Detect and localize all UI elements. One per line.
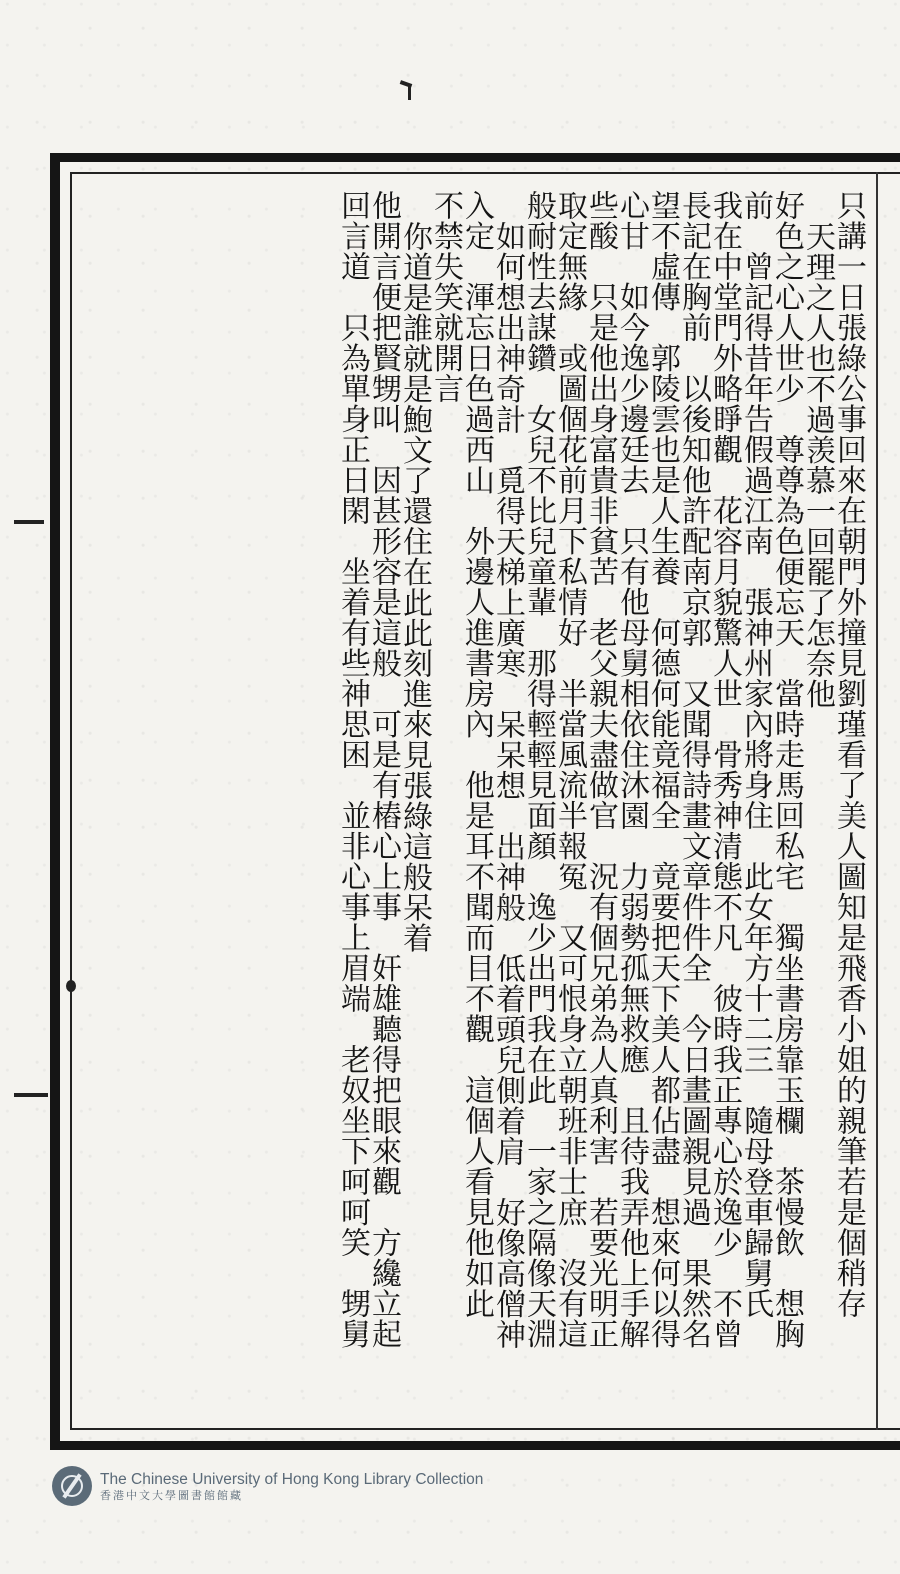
text-line: 只講一日張綠公事回來在朝門外撞見劉瑾看了美人圖知是飛香小姐的親筆若是個稍存 [831,190,866,1319]
text-line: 好色之心人世少 尊尊為色便忘天 當時走馬回私宅 獨坐書房靠玉欄 茶慢飲 想胸 [769,190,804,1349]
text-line: 回言道 只為單身正日閑 坐着有些神思困 並非心事上眉端 老奴坐下呵呵笑 甥舅 [335,190,370,1349]
ink-speck [408,86,411,100]
text-line: 般耐性去謀鑽 女兒不比兒童輩 那得輕輕見面顏 逸少出門我在此 一家之隔像天淵 [521,190,556,1349]
collection-caption [100,1470,483,1503]
text-line: 長記在胸前 以後知他許配南京郭 又聞得詩畫文章件件全 今日畫圖親見過 果然名 [676,190,711,1349]
text-line: 你道是誰就是鮑文了還住在此此刻進來見張綠這般呆着 [397,221,432,953]
vertical-text-block [92,190,864,1420]
ink-speck [14,520,44,524]
text-line: 他開言便把賢甥叫 因甚形容是這般 可是有樁心上事 奸雄聽得把眼來觀 方纔立起 [366,190,401,1349]
text-line: 望不虛傳 郭陵雲也是人生養 何德何能竟福全 竟要把天下美人都佔盡 想來何以得 [645,190,680,1349]
text-line: 前 曾記得昔年告假過江南 張神州家內將身住 此女年方十二三 隨母登車歸舅氏 [738,190,773,1319]
collection-watermark [52,1466,572,1506]
text-line: 些酸 只是他出身富貴非貧苦 老父親夫盡做官 況有個兄弟為人真利害 若要光明正 [583,190,618,1349]
text-line: 取定無緣 或圖個花前月下私情好 半當風流半報冤 又可恨身立朝班非士庶 沒有這 [552,190,587,1349]
text-line: 天理之人也不過羡慕一回罷了怎奈他 [800,221,835,709]
text-line: 不禁失笑就開言 [428,190,463,404]
ink-speck [14,1093,48,1097]
cuhk-library-logo-icon [52,1466,92,1506]
collection-name-english: The Chinese University of Hong Kong Library Collection [100,1470,484,1488]
text-line: 如何想出神奇計 覓得天梯上廣寒 呆呆想 出神般 低着頭兒側着肩 好像高僧神 [490,221,525,1350]
text-line: 入定 渾忘日色過西山 外邊人進書房內 他是耳不聞而目不觀 這個人看見他如此 [459,190,494,1319]
text-line: 心甘 如今逸少邊廷去 只有他母舅相依住沐園 力弱勢孤無救應 且待我弄他上手解 [614,190,649,1349]
text-line: 我在中堂門外略睜觀 花容月貌驚人世 骨秀神清態不凡 彼時我正專心於逸少 不曾 [707,190,742,1349]
page-margin-rule [876,172,878,1430]
collection-name-chinese: 香港中文大學圖書館館藏 [100,1488,243,1502]
